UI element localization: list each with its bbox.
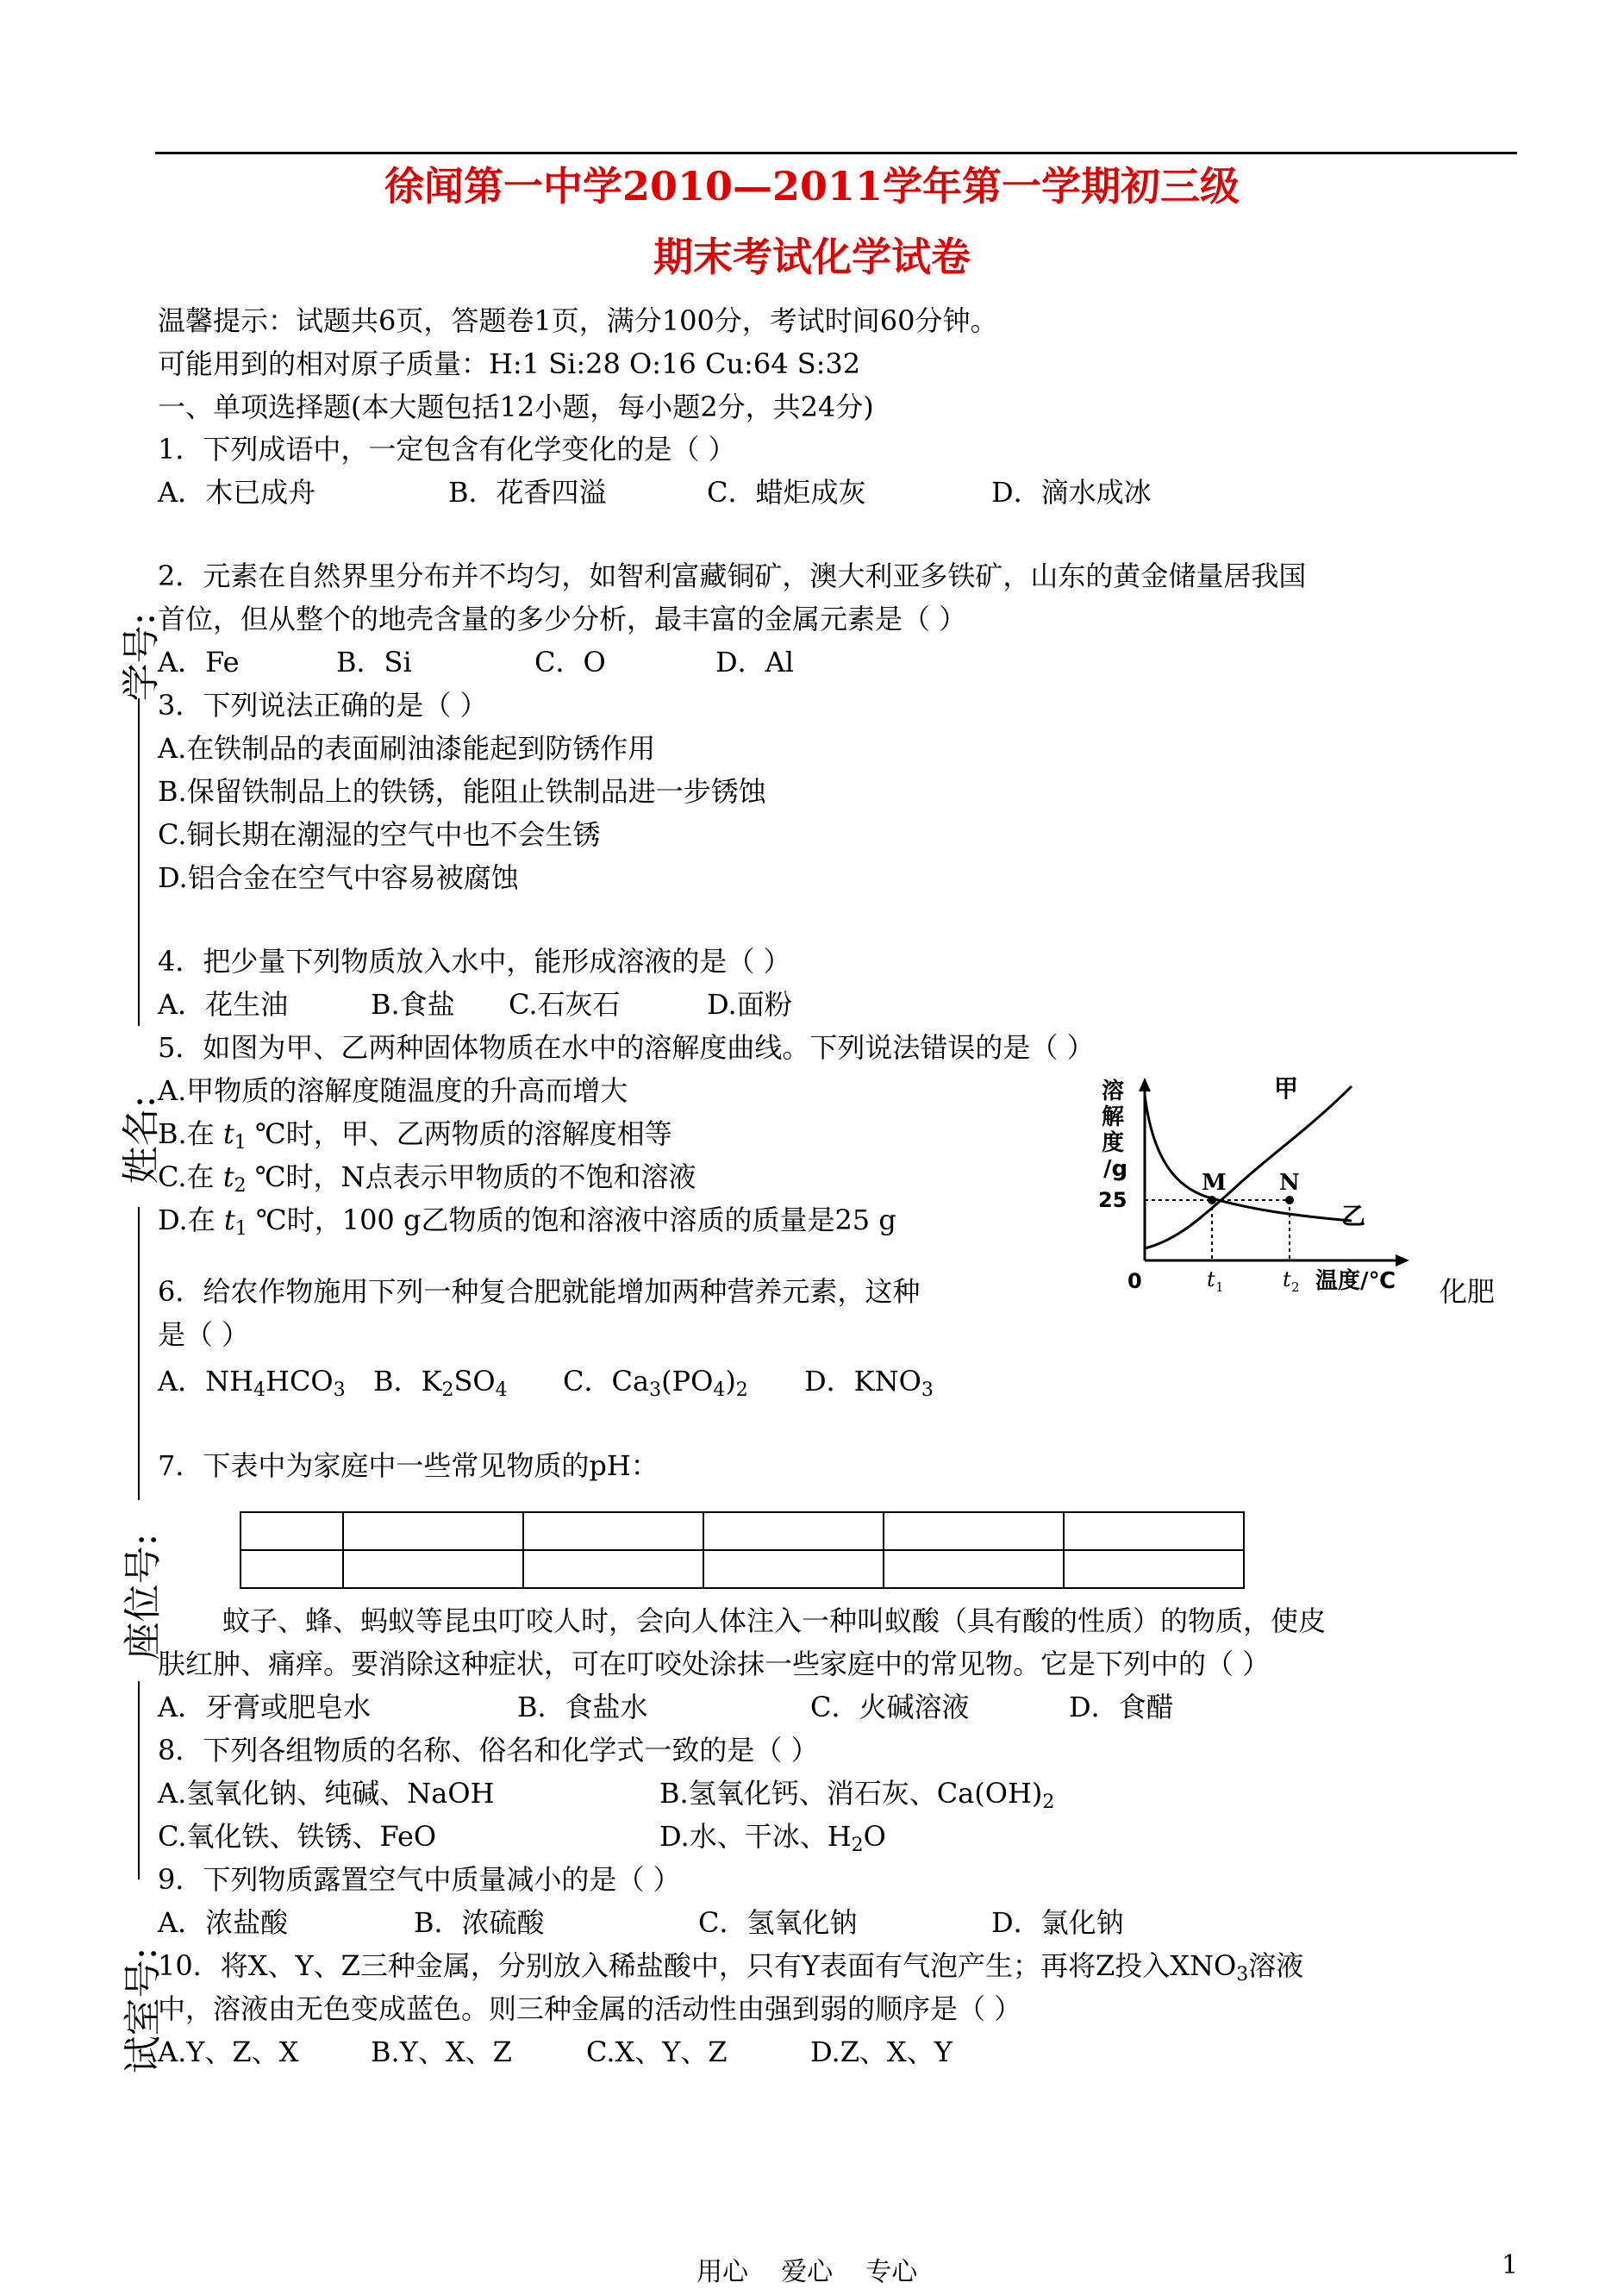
q10-stem-line1: 10．将X、Y、Z三种金属，分别放入稀盐酸中，只有Y表面有气泡产生；再将Z投入$XNO_3$溶液 [158,1949,1304,1985]
q3-option-b: B.保留铁制品上的铁锈，能阻止铁制品进一步锈蚀 [158,775,766,808]
q8-option-c: C.氧化铁、铁锈、FeO [158,1820,437,1853]
section-heading: 一、单项选择题(本大题包括12小题，每小题2分，共24分) [158,391,874,423]
q8-option-d: D.水、干冰、$H_2O$ [659,1820,886,1856]
q2-option-a: A．Fe [158,646,240,678]
q7-option-b: B．食盐水 [517,1691,648,1723]
q2-stem-line2: 首位，但从整个的地壳含量的多少分析，最丰富的金属元素是（ ） [158,603,967,635]
atomic-masses: 可能用到的相对原子质量：H:1 Si:28 O:16 Cu:64 S:32 [158,347,861,380]
binding-line [138,1207,140,1500]
q3-option-a: A.在铁制品的表面刷油漆能起到防锈作用 [158,732,656,765]
q9-option-a: A．浓盐酸 [158,1906,289,1939]
binding-line [138,698,140,1026]
point-m-label: M [1202,1170,1227,1196]
table-cell [884,1550,1064,1588]
table-cell [703,1550,884,1588]
table-cell [523,1512,703,1550]
q2-option-c: C．O [534,646,606,678]
q7-stem: 7．下表中为家庭中一些常见物质的pH： [158,1449,659,1482]
table-cell [240,1512,343,1550]
y-axis-label-char: 度 [1102,1130,1125,1156]
q4-stem: 4．把少量下列物质放入水中，能形成溶液的是（ ） [158,945,791,978]
q7-para-line2: 肤红肿、痛痒。要消除这种症状，可在叮咬处涂抹一些家庭中的常见物。它是下列中的（ ） [158,1648,1271,1680]
table-cell [240,1550,343,1588]
q5-option-b: B.在 $t_1$ ℃时，甲、乙两物质的溶解度相等 [158,1117,672,1154]
q10-option-c: C.X、Y、Z [586,2035,728,2068]
table-row [240,1512,1244,1550]
x-tick-t2: t [1283,1267,1291,1291]
page-number: 1 [1502,2250,1519,2280]
ph-table [240,1511,1245,1589]
table-cell [343,1550,523,1588]
q1-stem: 1．下列成语中，一定包含有化学变化的是（ ） [158,433,736,466]
y-tick-label: 25 [1098,1188,1127,1212]
q10-option-a: A.Y、Z、X [158,2035,299,2068]
y-axis-label-char: /g [1103,1156,1128,1182]
origin-label: 0 [1127,1269,1142,1293]
y-axis-label-char: 溶 [1102,1079,1125,1104]
q3-option-c: C.铜长期在潮湿的空气中也不会生锈 [158,818,601,851]
q9-option-b: B．浓硫酸 [414,1906,545,1939]
q5-stem: 5．如图为甲、乙两种固体物质在水中的溶解度曲线。下列说法错误的是（ ） [158,1031,1095,1064]
footer-motto: 用心 爱心 专心 [696,2257,918,2287]
q10-option-b: B.Y、X、Z [371,2035,512,2068]
y-axis-label-char: 解 [1102,1104,1125,1130]
table-cell [523,1550,703,1588]
y-axis-arrow-icon [1139,1078,1151,1091]
q4-option-b: B.食盐 [371,988,455,1021]
q5-option-d: D.在 $t_1$ ℃时，100 g乙物质的饱和溶液中溶质的质量是25 g [158,1204,896,1240]
q3-stem: 3．下列说法正确的是（ ） [158,689,488,722]
exam-title-line1: 徐闻第一中学2010—2011学年第一学期初三级 [384,163,1240,209]
series-yi-label: 乙 [1341,1202,1366,1230]
side-label-room-no: 试室号: [121,1947,166,2074]
point-m [1208,1196,1216,1204]
point-n [1285,1196,1294,1204]
q8-option-b: B.氢氧化钙、消石灰、$Ca(OH)_2$ [659,1777,1055,1813]
series-jia-curve [1145,1086,1352,1248]
q10-option-d: D.Z、X、Y [810,2035,953,2068]
q4-option-c: C.石灰石 [509,988,621,1021]
exam-tip: 温馨提示：试题共6页，答题卷1页，满分100分，考试时间60分钟。 [158,304,998,337]
q7-option-d: D．食醋 [1069,1691,1174,1723]
q6-option-b: B．$K_2SO_4$ [373,1365,508,1401]
table-cell [1064,1550,1244,1588]
q7-option-a: A．牙膏或肥皂水 [158,1691,372,1723]
q4-option-d: D.面粉 [707,988,792,1021]
q6-stem-line2: 是（ ） [158,1318,250,1351]
q7-option-c: C．火碱溶液 [810,1691,970,1723]
table-row [240,1550,1244,1588]
q1-option-a: A．木已成舟 [158,476,316,509]
q8-option-a: A.氢氧化钠、纯碱、NaOH [158,1777,495,1810]
q5-option-c: C.在 $t_2$ ℃时，N点表示甲物质的不饱和溶液 [158,1160,696,1197]
side-label-name: 姓名: [119,1095,164,1185]
q10-stem-line2: 中，溶液由无色变成蓝色。则三种金属的活动性由强到弱的顺序是（ ） [158,1992,1022,2025]
q6-option-a: A．$NH_4HCO_3$ [158,1365,346,1401]
q6-option-d: D．$KNO_3$ [804,1365,934,1401]
table-cell [884,1512,1064,1550]
x-axis-arrow-icon [1396,1254,1409,1266]
q9-option-d: D．氯化钠 [991,1906,1124,1939]
q2-option-d: D．Al [715,646,795,678]
q1-option-c: C．蜡炬成灰 [707,476,866,509]
exam-title-line2: 期末考试化学试卷 [653,234,971,280]
binding-line [138,1681,140,1879]
q1-option-d: D．滴水成冰 [991,476,1152,509]
side-label-student-no: 学号: [119,612,164,702]
q6-option-c: C．$Ca_3(PO_4)_2$ [563,1365,748,1401]
x-tick-t1: t [1207,1267,1215,1291]
header-rule [155,152,1517,154]
point-n-label: N [1279,1170,1300,1196]
table-cell [703,1512,884,1550]
q4-option-a: A．花生油 [158,988,289,1021]
q6-stem-line1: 6．给农作物施用下列一种复合肥就能增加两种营养元素，这种 [158,1275,921,1308]
side-label-seat-no: 座位号: [121,1533,166,1660]
table-cell [1064,1512,1244,1550]
q5-option-a: A.甲物质的溶解度随温度的升高而增大 [158,1074,628,1107]
q1-option-b: B．花香四溢 [448,476,607,509]
q6-stem-tail: 化肥 [1440,1275,1496,1308]
q7-para-line1: 蚊子、蜂、蚂蚁等昆虫叮咬人时，会向人体注入一种叫蚁酸（具有酸的性质）的物质，使皮 [222,1604,1327,1637]
solubility-curve-chart [1093,1069,1421,1293]
q8-stem: 8．下列各组物质的名称、俗名和化学式一致的是（ ） [158,1734,819,1767]
q2-stem-line1: 2．元素在自然界里分布并不均匀，如智利富藏铜矿，澳大利亚多铁矿，山东的黄金储量居我国 [158,560,1307,592]
q9-option-c: C．氢氧化钠 [698,1906,858,1939]
q9-stem: 9．下列物质露置空气中质量减小的是（ ） [158,1863,681,1896]
x-tick-t2-sub: 2 [1291,1279,1300,1293]
table-cell [343,1512,523,1550]
x-axis-label: 温度/℃ [1315,1268,1396,1293]
q3-option-d: D.铝合金在空气中容易被腐蚀 [158,861,519,894]
q2-option-b: B．Si [336,646,412,678]
x-tick-t1-sub: 1 [1215,1279,1224,1293]
series-jia-label: 甲 [1274,1074,1299,1103]
